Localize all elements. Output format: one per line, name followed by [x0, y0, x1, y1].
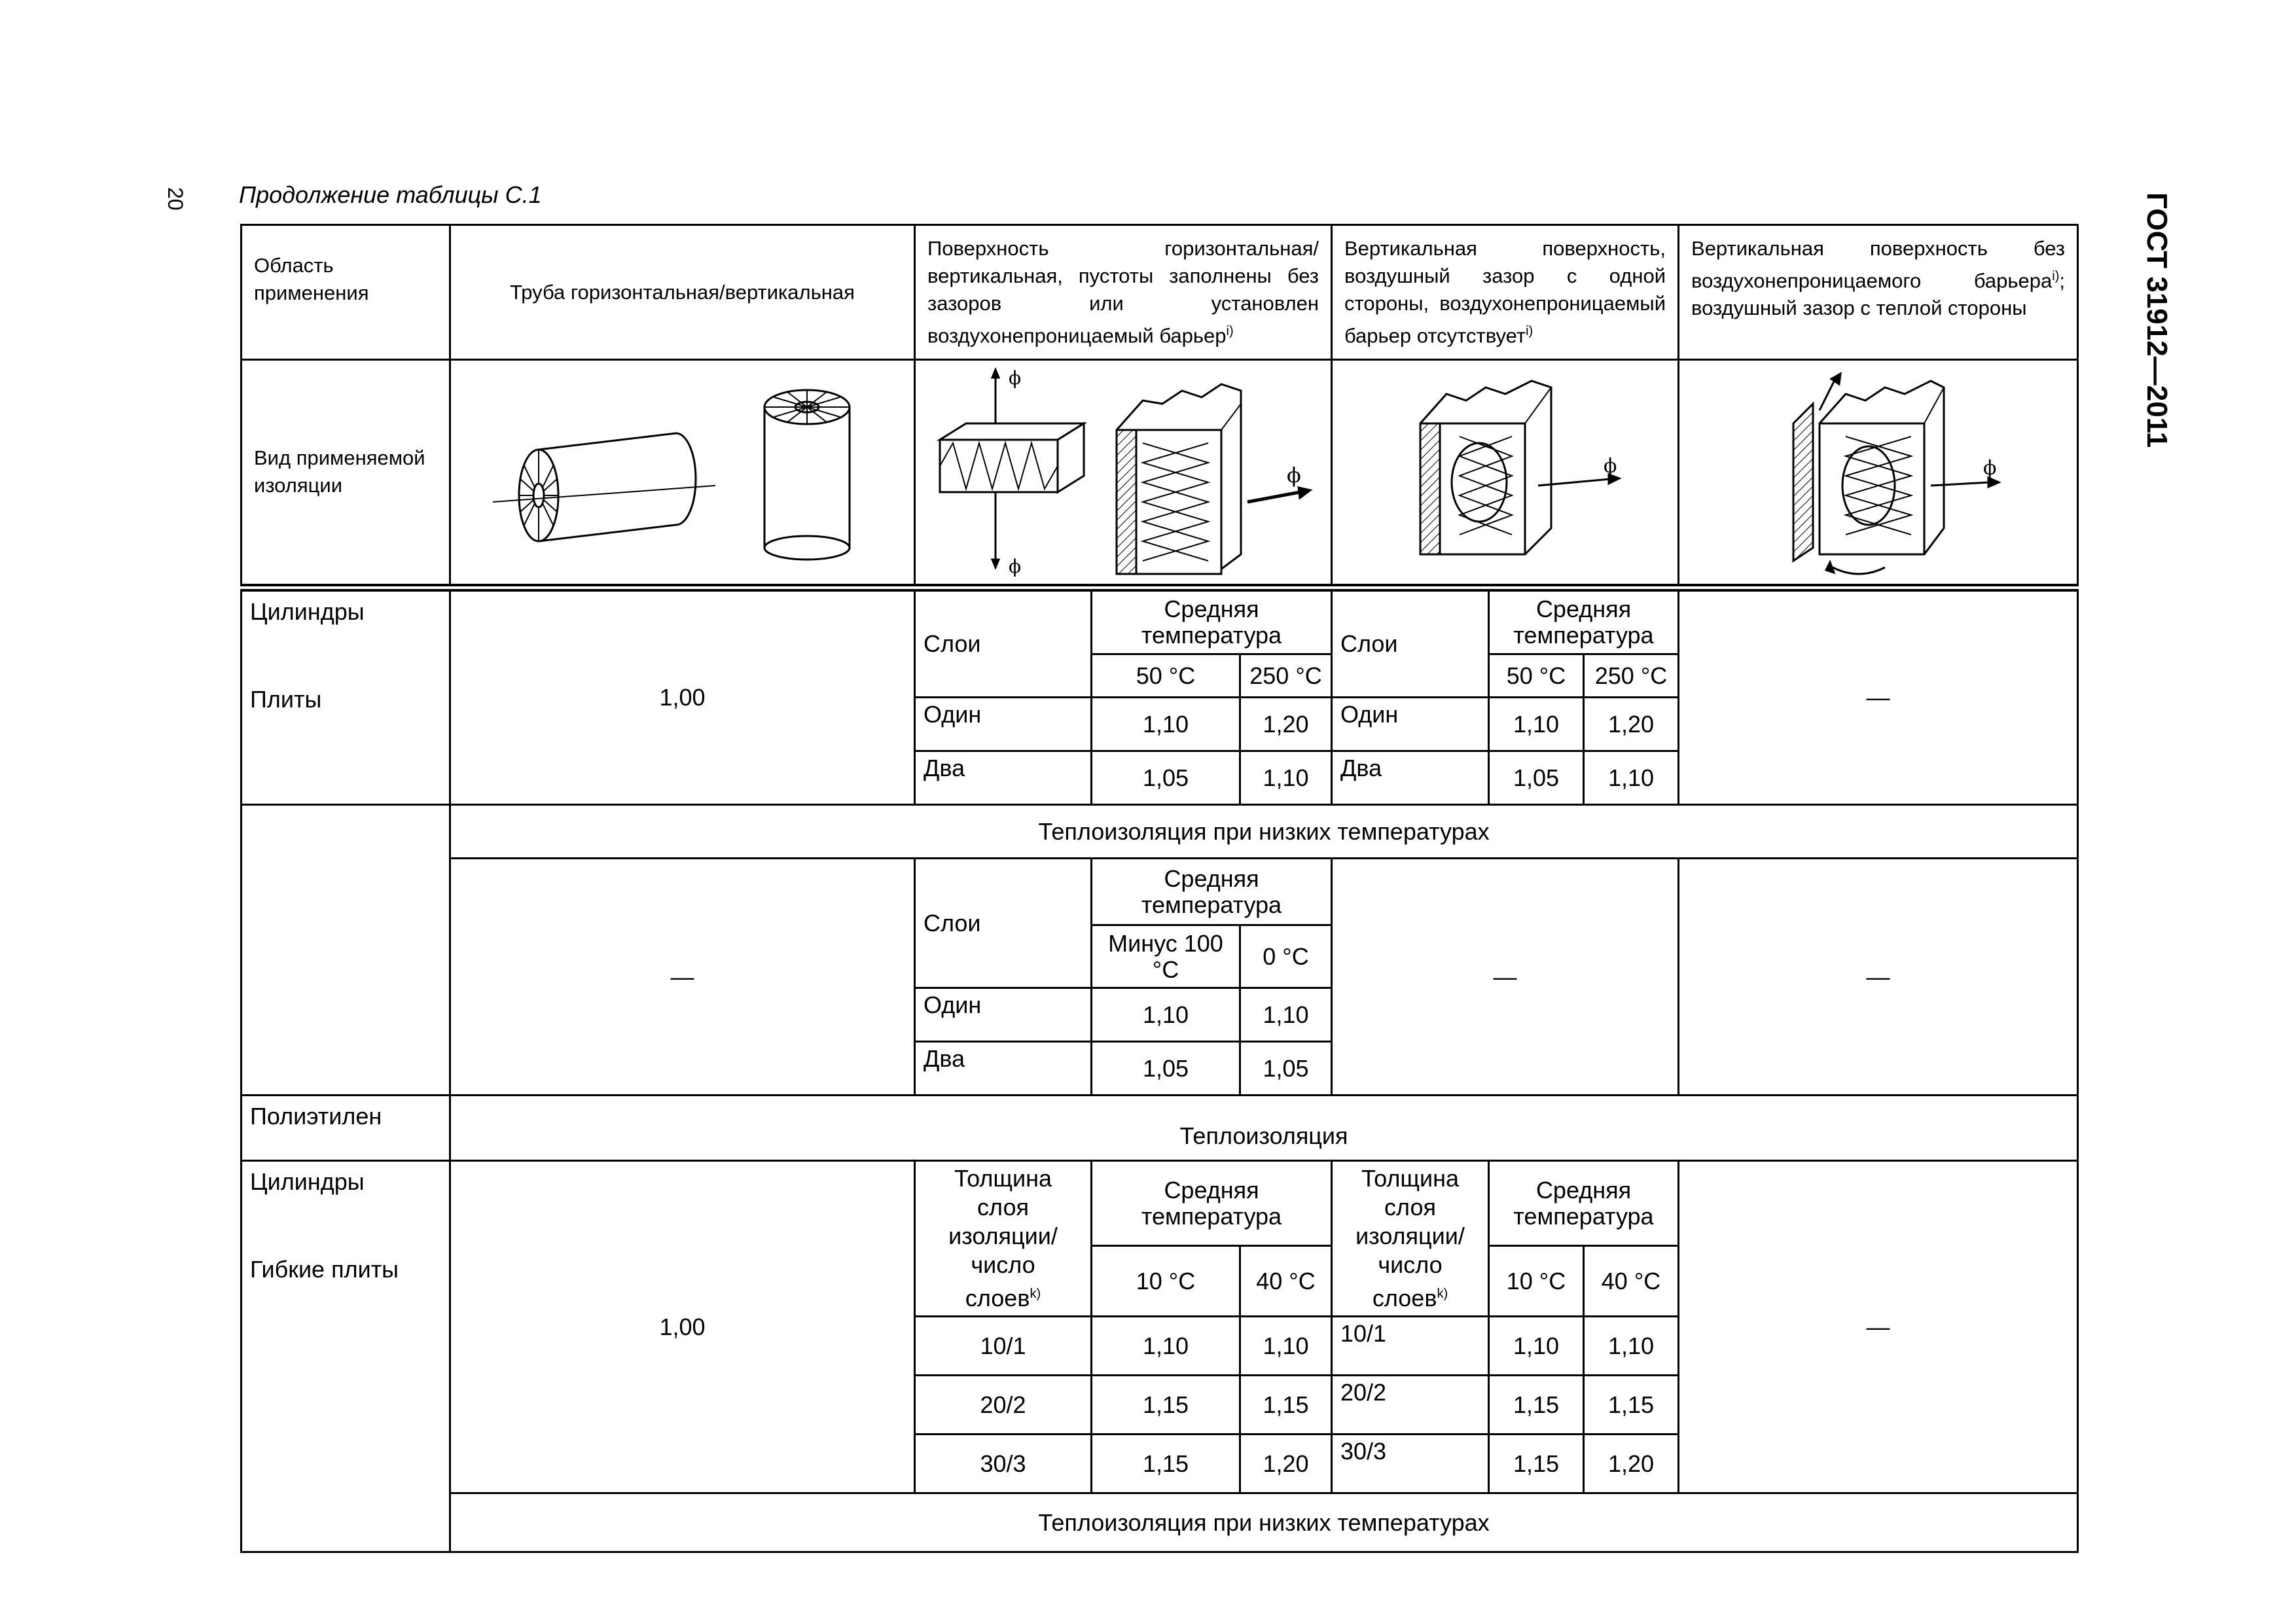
svg-text:ϕ: ϕ	[1009, 366, 1022, 389]
s3-t1: 10 °С	[1092, 1245, 1240, 1316]
svg-text:ϕ: ϕ	[1009, 555, 1022, 577]
table-row: 30/3	[915, 1435, 1092, 1493]
label-flexible-plates: Гибкие плиты	[250, 1256, 399, 1283]
section3-col4: —	[1679, 1161, 2078, 1493]
polyethylene-label: Полиэтилен	[242, 1096, 450, 1161]
table-row: Один	[915, 988, 1092, 1042]
label-plates: Плиты	[250, 685, 322, 713]
s1-temp-head: Средняя температура	[1092, 588, 1332, 654]
s1b-temp-head: Средняя температура	[1489, 588, 1679, 654]
table-row: 20/2	[915, 1376, 1092, 1435]
table-row: 10/1	[1332, 1317, 1489, 1376]
s3b-temp-head: Средняя температура	[1489, 1161, 1679, 1246]
s1b-t2: 250 °С	[1584, 654, 1679, 698]
table-row: 30/3	[1332, 1435, 1489, 1493]
label-cylinders: Цилиндры	[250, 597, 365, 625]
s3-t2: 40 °С	[1240, 1245, 1332, 1316]
label-cylinders: Цилиндры	[250, 1168, 365, 1196]
s1-t2: 250 °С	[1240, 654, 1332, 698]
s2-temp-head: Средняя температура	[1092, 859, 1332, 925]
s3b-t2: 40 °С	[1584, 1245, 1679, 1316]
s2-layers-head: Слои	[915, 859, 1092, 988]
standard-code: ГОСТ 31912—2011	[2141, 192, 2173, 448]
polyethylene-span: Теплоизоляция	[450, 1096, 2078, 1161]
table-row: Два	[915, 751, 1092, 805]
view-label: Вид применяемой изоляции	[254, 446, 425, 497]
table-row: Один	[1332, 698, 1489, 751]
coefficient-table: Область применения Труба горизонтальная/вертикальная Поверхность горизонтальная/вертикальная, пустоты заполнены без зазоров или установлен воздухонепроницаемый барьер$^{i)}$ Вертикальная поверхность, воздушный зазор с одной стороны, воздухонепроницаемый барьер отсутствует$^{i)}$ Вертикальная поверхность без воздухонепроницаемого барьера$^{i)}$; воздушный зазор с теплой стороны Вид применяемой изоляции ϕ ϕ ϕ ϕ ϕ Цилиндры Плиты 1,00 Слои Средняя температура Слои Средняя температура — 50 °С 250 °С 50 °С 250 °С Один 1,10 1,20 Один 1,10 1,20 Два 1,05 1,10 Два 1,05 1,10 Теплоизоляция при низких температурах — Слои Средняя температура — — Минус 100 °С 0 °С Один 1,10 1,10 Два 1,05 1,05 Полиэтилен Теплоизоляция Цилиндры Гибкие плиты 1,00 Толщина слоя изоляции/число слоев$^{k)}$ Средняя температура Толщина слоя изоляции/число слоев$^{k)}$ Средняя температура — 10 °С 40 °С 10 °С 40 °С 10/1 1,10 1,10 10/1 1,10 1,10 20/2 1,15 1,15 20/2 1,15 1,15 30/3 1,15 1,20 30/3 1,15 1,20 Теплоизоляция при низких температурах	[240, 224, 2079, 1553]
s2-t1: Минус 100 °С	[1092, 925, 1240, 988]
vertical-nobarrier-illustration	[1679, 360, 2078, 588]
s3b-thick-head: Толщина слоя изоляции/число слоев$^{k)}$	[1332, 1161, 1489, 1317]
s1-t1: 50 °С	[1092, 654, 1240, 698]
page-number: 20	[164, 187, 187, 211]
section3-labels	[242, 1161, 450, 1552]
s3-thick-head: Толщина слоя изоляции/число слоев$^{k)}$	[915, 1161, 1092, 1317]
table-row: Один	[915, 698, 1092, 751]
pipe-illustration	[450, 360, 915, 588]
table-row: Два	[1332, 751, 1489, 805]
section1-labels	[242, 588, 450, 805]
section2-col3: —	[1332, 859, 1679, 1096]
vertical-gap-illustration	[1332, 360, 1679, 588]
svg-text:ϕ: ϕ	[1982, 456, 1996, 480]
view-label-cell	[242, 360, 450, 588]
s3b-t1: 10 °С	[1489, 1245, 1584, 1316]
section2-pipe: —	[450, 859, 915, 1096]
table-row: 20/2	[1332, 1376, 1489, 1435]
s1b-layers-head: Слои	[1332, 588, 1489, 698]
field-label-cell	[242, 225, 450, 360]
header-surface-filled: Поверхность горизонтальная/вертикальная, пустоты заполнены без зазоров или установлен воздухонепроницаемый барьер$^{i)}$	[915, 225, 1332, 360]
table-row: 10/1	[915, 1317, 1092, 1376]
svg-text:ϕ: ϕ	[1603, 454, 1617, 478]
section2-left-empty	[242, 805, 450, 1096]
svg-text:ϕ: ϕ	[1287, 462, 1301, 488]
low-temp-label: Теплоизоляция при низких температурах	[450, 805, 2078, 859]
section1-pipe-value: 1,00	[450, 588, 915, 805]
header-pipe: Труба горизонтальная/вертикальная	[450, 225, 915, 360]
section2-col4: —	[1679, 859, 2078, 1096]
low-temp-label-2: Теплоизоляция при низких температурах	[450, 1493, 2078, 1552]
table-row: Два	[915, 1042, 1092, 1096]
s3-temp-head: Средняя температура	[1092, 1161, 1332, 1246]
s1-layers-head: Слои	[915, 588, 1092, 698]
header-vertical-gap: Вертикальная поверхность, воздушный зазор с одной стороны, воздухонепроницаемый барьер отсутствует$^{i)}$	[1332, 225, 1679, 360]
section3-pipe-value: 1,00	[450, 1161, 915, 1493]
s1b-t1: 50 °С	[1489, 654, 1584, 698]
surface-filled-illustration	[915, 360, 1332, 588]
header-vertical-nobarrier: Вертикальная поверхность без воздухонепроницаемого барьера$^{i)}$; воздушный зазор с теплой стороны	[1679, 225, 2078, 360]
s2-t2: 0 °С	[1240, 925, 1332, 988]
section1-col4: —	[1679, 588, 2078, 805]
table-caption: Продолжение таблицы С.1	[239, 181, 542, 208]
field-label: Область применения	[254, 254, 369, 304]
